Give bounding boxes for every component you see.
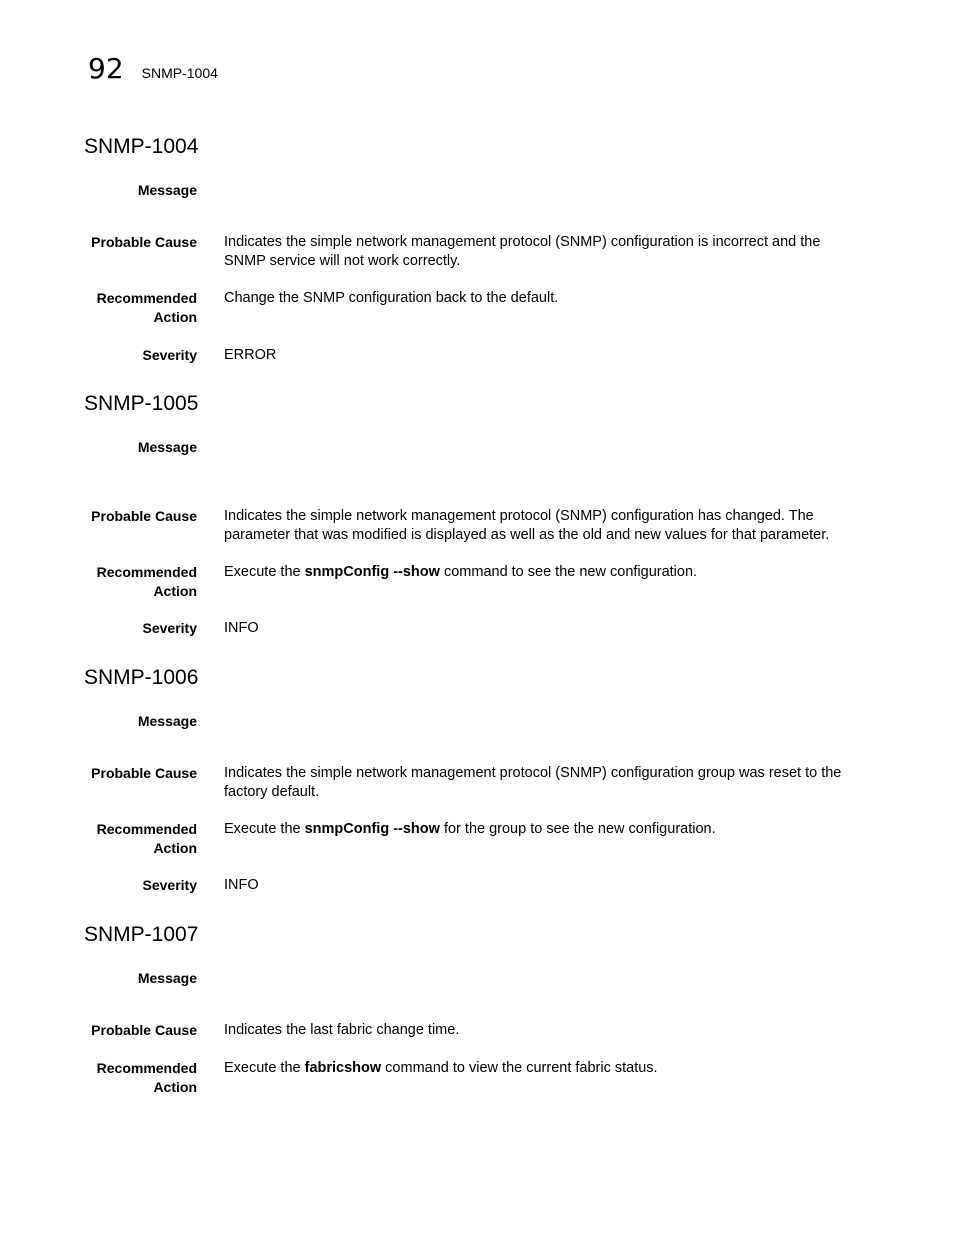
recommended-action-row: [84, 820, 864, 858]
severity-label: Severity: [142, 620, 197, 636]
severity-row: [84, 346, 864, 365]
probable-cause-row: [84, 764, 864, 802]
probable-cause-row: [84, 233, 864, 271]
action-text-pre: Execute the: [224, 564, 305, 580]
message-label: Message: [137, 713, 197, 729]
recommended-action-label-line1: Recommended: [96, 821, 197, 837]
probable-cause-text: Indicates the simple network management protocol (SNMP) configuration is incorrect and the SNMP service will not work correctly.: [224, 234, 821, 269]
recommended-action-row: [84, 1059, 864, 1097]
probable-cause-text: Indicates the simple network management protocol (SNMP) configuration group was reset to the factory default.: [224, 765, 842, 800]
message-value: [224, 969, 864, 988]
recommended-action-text: [224, 563, 864, 601]
message-label: Message: [137, 439, 197, 455]
severity-value: ERROR: [224, 347, 277, 363]
severity-row: [84, 619, 864, 638]
section-title: SNMP-1006: [84, 666, 199, 689]
message-value: [224, 438, 864, 457]
recommended-action-text: Change the SNMP configuration back to the default.: [224, 290, 559, 306]
recommended-action-label: [84, 563, 197, 601]
chapter-number: 92: [88, 52, 124, 85]
recommended-action-label: [84, 820, 197, 858]
message-label: Message: [137, 182, 197, 198]
probable-cause-row: [84, 1021, 864, 1040]
message-label: Message: [137, 970, 197, 986]
action-text-post: for the group to see the new configuration.: [439, 821, 716, 837]
recommended-action-text: [224, 1059, 864, 1097]
action-text-post: command to see the new configuration.: [439, 564, 698, 580]
message-entry-snmp-1004: [84, 132, 864, 162]
probable-cause-label: Probable Cause: [91, 234, 197, 250]
probable-cause-text: Indicates the simple network management protocol (SNMP) configuration has changed. The parameter that was modified is displayed as well as the old and new values for that parameter.: [224, 508, 830, 543]
severity-value: INFO: [224, 877, 259, 893]
message-row: [84, 181, 864, 200]
severity-value: INFO: [224, 620, 259, 636]
recommended-action-label-line1: Recommended: [96, 1060, 197, 1076]
message-value: [224, 712, 864, 731]
recommended-action-label-line2: Action: [153, 1079, 197, 1095]
command-name: snmpConfig --show: [304, 821, 440, 837]
message-row: [84, 969, 864, 988]
action-text-pre: Execute the: [224, 1060, 305, 1076]
severity-row: [84, 876, 864, 895]
running-title: SNMP-1004: [141, 65, 218, 81]
message-row: [84, 712, 864, 731]
message-entry-snmp-1005: [84, 389, 864, 419]
command-name: snmpConfig --show: [304, 564, 440, 580]
recommended-action-row: [84, 289, 864, 327]
page-header: [88, 52, 218, 85]
message-entry-snmp-1007: [84, 920, 864, 950]
message-row: [84, 438, 864, 457]
probable-cause-label: Probable Cause: [91, 508, 197, 524]
action-text-pre: Execute the: [224, 821, 305, 837]
recommended-action-label-line2: Action: [153, 840, 197, 856]
section-title: SNMP-1004: [84, 135, 199, 158]
recommended-action-label: [84, 1059, 197, 1097]
recommended-action-text: [224, 820, 864, 858]
recommended-action-label-line1: Recommended: [96, 564, 197, 580]
probable-cause-label: Probable Cause: [91, 1022, 197, 1038]
command-name: fabricshow: [304, 1060, 382, 1076]
recommended-action-label-line2: Action: [153, 309, 197, 325]
recommended-action-label-line1: Recommended: [96, 290, 197, 306]
severity-label: Severity: [142, 347, 197, 363]
section-title: SNMP-1005: [84, 392, 199, 415]
probable-cause-row: [84, 507, 864, 545]
recommended-action-row: [84, 563, 864, 601]
recommended-action-label-line2: Action: [153, 583, 197, 599]
section-title: SNMP-1007: [84, 923, 199, 946]
probable-cause-label: Probable Cause: [91, 765, 197, 781]
action-text-post: command to view the current fabric status.: [381, 1060, 658, 1076]
probable-cause-text: Indicates the last fabric change time.: [224, 1022, 460, 1038]
message-value: [224, 181, 864, 200]
message-entry-snmp-1006: [84, 663, 864, 693]
recommended-action-label: [84, 289, 197, 327]
severity-label: Severity: [142, 877, 197, 893]
